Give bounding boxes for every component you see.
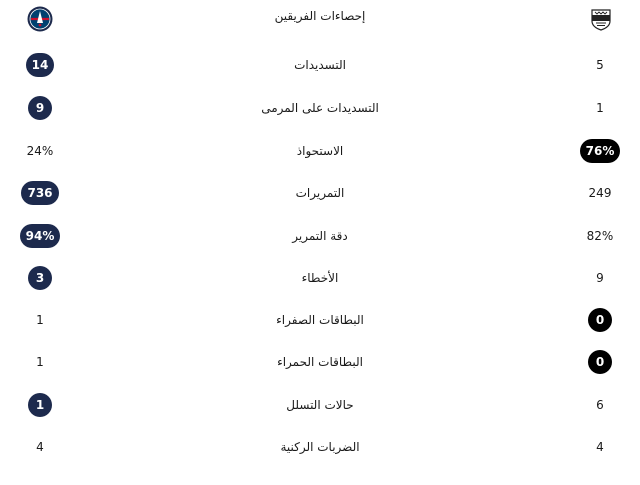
home-value-cell [0, 52, 80, 78]
away-value: 249 [588, 186, 612, 200]
stat-label: دقة التمرير [292, 229, 348, 243]
away-value-cell [560, 223, 640, 249]
away-value-cell [560, 392, 640, 418]
stat-label: الضربات الركنية [280, 440, 360, 454]
home-value: 14 [26, 53, 55, 77]
stat-row-yellow-cards [0, 307, 640, 333]
away-value: 76% [580, 139, 621, 163]
away-value-cell [560, 138, 640, 164]
stat-label: حالات التسلل [286, 398, 354, 412]
home-value-cell [0, 265, 80, 291]
away-value: 4 [596, 440, 604, 454]
home-value-cell [0, 180, 80, 206]
stat-row-shots-on-target [0, 95, 640, 121]
away-value: 5 [596, 58, 604, 72]
home-value: 9 [28, 96, 52, 120]
stat-label: التسديدات [294, 58, 346, 72]
home-value: 4 [36, 440, 44, 454]
home-value-cell [0, 434, 80, 460]
home-value-cell [0, 307, 80, 333]
stat-row-offsides [0, 392, 640, 418]
home-value: 1 [36, 313, 44, 327]
home-value-cell [0, 223, 80, 249]
home-value-cell [0, 392, 80, 418]
away-value: 1 [596, 101, 604, 115]
home-value-cell [0, 349, 80, 375]
stat-row-pass-accuracy [0, 223, 640, 249]
away-value-cell [560, 265, 640, 291]
stat-label: الاستحواذ [296, 144, 344, 158]
away-value-cell [560, 95, 640, 121]
home-value-cell [0, 138, 80, 164]
home-value: 1 [36, 355, 44, 369]
home-value: 3 [28, 266, 52, 290]
stat-label: التسديدات على المرمى [261, 101, 379, 115]
stats-header [0, 0, 640, 36]
home-value-cell [0, 95, 80, 121]
home-value: 24% [26, 144, 54, 158]
away-value-cell [560, 349, 640, 375]
away-value-cell [560, 307, 640, 333]
home-value: 1 [28, 393, 52, 417]
psg-crest-icon [27, 6, 53, 32]
stat-label: البطاقات الصفراء [276, 313, 364, 327]
stat-row-shots [0, 52, 640, 78]
stat-row-fouls [0, 265, 640, 291]
stat-label: التمريرات [295, 186, 345, 200]
stat-label: الأخطاء [301, 271, 339, 285]
stat-row-possession [0, 138, 640, 164]
away-value: 0 [588, 308, 612, 332]
away-value: 9 [596, 271, 604, 285]
stat-label: البطاقات الحمراء [277, 355, 363, 369]
stat-row-corners [0, 434, 640, 460]
away-value-cell [560, 434, 640, 460]
stat-row-red-cards [0, 349, 640, 375]
away-value-cell [560, 180, 640, 206]
away-value: 6 [596, 398, 604, 412]
away-value: 82% [586, 229, 614, 243]
away-value-cell [560, 52, 640, 78]
home-value: 736 [21, 181, 58, 205]
page-title: إحصاءات الفريقين [274, 9, 366, 23]
stat-row-passes [0, 180, 640, 206]
sco-angers-crest-icon [588, 6, 614, 32]
home-value: 94% [20, 224, 61, 248]
away-value: 0 [588, 350, 612, 374]
